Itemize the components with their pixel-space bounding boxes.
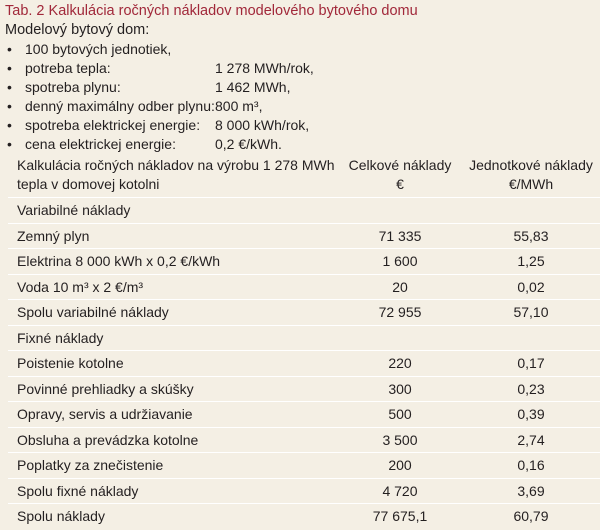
row-label: Voda 10 m³ x 2 €/m³ <box>17 278 144 295</box>
parameter-value: 0,2 €/kWh. <box>215 136 282 152</box>
table-row <box>8 223 600 249</box>
table-row <box>8 427 600 453</box>
table-subtotal-row <box>8 478 600 504</box>
header-line: €/MWh <box>508 176 554 192</box>
header-line: € <box>396 176 404 192</box>
row-label: Spolu fixné náklady <box>17 482 139 499</box>
cost-table <box>8 197 600 529</box>
bullet-icon: • <box>7 41 12 57</box>
unit-cost-cell: 2,74 <box>517 431 545 448</box>
row-label: Poplatky za znečistenie <box>17 457 164 473</box>
table-subtotal-row <box>8 299 600 325</box>
bullet-icon: • <box>7 98 12 114</box>
row-label: Elektrina 8 000 kWh x 0,2 €/kWh <box>17 253 221 269</box>
table-row <box>8 350 600 376</box>
total-cost-cell: 300 <box>388 380 412 397</box>
row-label: Poistenie kotolne <box>17 355 124 371</box>
parameter-value: 1 278 MWh/rok, <box>215 60 314 76</box>
row-label: Variabilné náklady <box>17 202 131 218</box>
table-row <box>8 376 600 402</box>
total-cost-cell: 1 600 <box>382 253 418 269</box>
unit-cost-cell: 0,02 <box>517 278 545 295</box>
parameter-value: 8 000 kWh/rok, <box>215 117 310 133</box>
row-label: Povinné prehliadky a skúšky <box>17 380 194 397</box>
total-cost-cell: 71 335 <box>378 227 422 244</box>
row-label: Spolu náklady <box>17 508 105 524</box>
row-label: Zemný plyn <box>17 227 90 244</box>
unit-cost-cell: 60,79 <box>513 508 549 524</box>
table-row <box>8 248 600 274</box>
row-label: Spolu variabilné náklady <box>17 304 169 320</box>
total-cost-cell: 4 720 <box>382 482 418 499</box>
row-label: Fixné náklady <box>17 329 104 346</box>
parameter-label: potreba tepla: <box>25 60 111 76</box>
table-row <box>8 274 600 300</box>
table-section-row <box>8 197 600 223</box>
model-description-heading: Modelový bytový dom: <box>5 22 150 38</box>
parameter-label: spotreba elektrickej energie: <box>25 117 201 133</box>
unit-cost-cell: 3,69 <box>517 482 545 499</box>
parameter-value: 800 m³, <box>215 98 263 114</box>
total-cost-cell: 220 <box>388 355 412 371</box>
unit-cost-cell: 0,23 <box>517 380 545 397</box>
bullet-icon: • <box>7 60 12 76</box>
column-header-description <box>17 156 337 194</box>
row-label: Opravy, servis a udržiavanie <box>17 406 193 422</box>
total-cost-cell: 72 955 <box>378 304 422 320</box>
table-total-row <box>8 503 600 529</box>
table-section-row <box>8 325 600 351</box>
parameter-label: denný maximálny odber plynu: <box>25 98 215 114</box>
column-header-unit-cost <box>462 156 600 194</box>
row-label: Obsluha a prevádzka kotolne <box>17 431 199 448</box>
parameter-value: 1 462 MWh, <box>215 79 291 95</box>
bullet-icon: • <box>7 136 12 152</box>
parameter-label: spotreba plynu: <box>25 79 121 95</box>
unit-cost-cell: 0,16 <box>517 457 545 473</box>
header-line: Jednotkové náklady <box>469 157 593 173</box>
parameter-label: 100 bytových jednotiek, <box>25 41 172 57</box>
table-row <box>8 452 600 478</box>
unit-cost-cell: 57,10 <box>513 304 549 320</box>
total-cost-cell: 20 <box>392 278 408 295</box>
unit-cost-cell: 1,25 <box>517 253 545 269</box>
total-cost-cell: 77 675,1 <box>372 508 428 524</box>
table-row <box>8 401 600 427</box>
column-header-total-cost <box>340 156 460 194</box>
header-line: Celkové náklady <box>348 157 452 173</box>
total-cost-cell: 3 500 <box>382 431 418 448</box>
table-title: Tab. 2 Kalkulácia ročných nákladov modelového bytového domu <box>5 3 418 19</box>
total-cost-cell: 500 <box>388 406 412 422</box>
parameter-label: cena elektrickej energie: <box>25 136 176 152</box>
header-line: Kalkulácia ročných nákladov na výrobu 1 278 MWh <box>17 157 335 173</box>
header-line: tepla v domovej kotolni <box>17 176 160 192</box>
bullet-icon: • <box>7 79 12 95</box>
unit-cost-cell: 0,39 <box>517 406 545 422</box>
total-cost-cell: 200 <box>388 457 412 473</box>
unit-cost-cell: 55,83 <box>513 227 549 244</box>
bullet-icon: • <box>7 117 12 133</box>
unit-cost-cell: 0,17 <box>517 355 545 371</box>
